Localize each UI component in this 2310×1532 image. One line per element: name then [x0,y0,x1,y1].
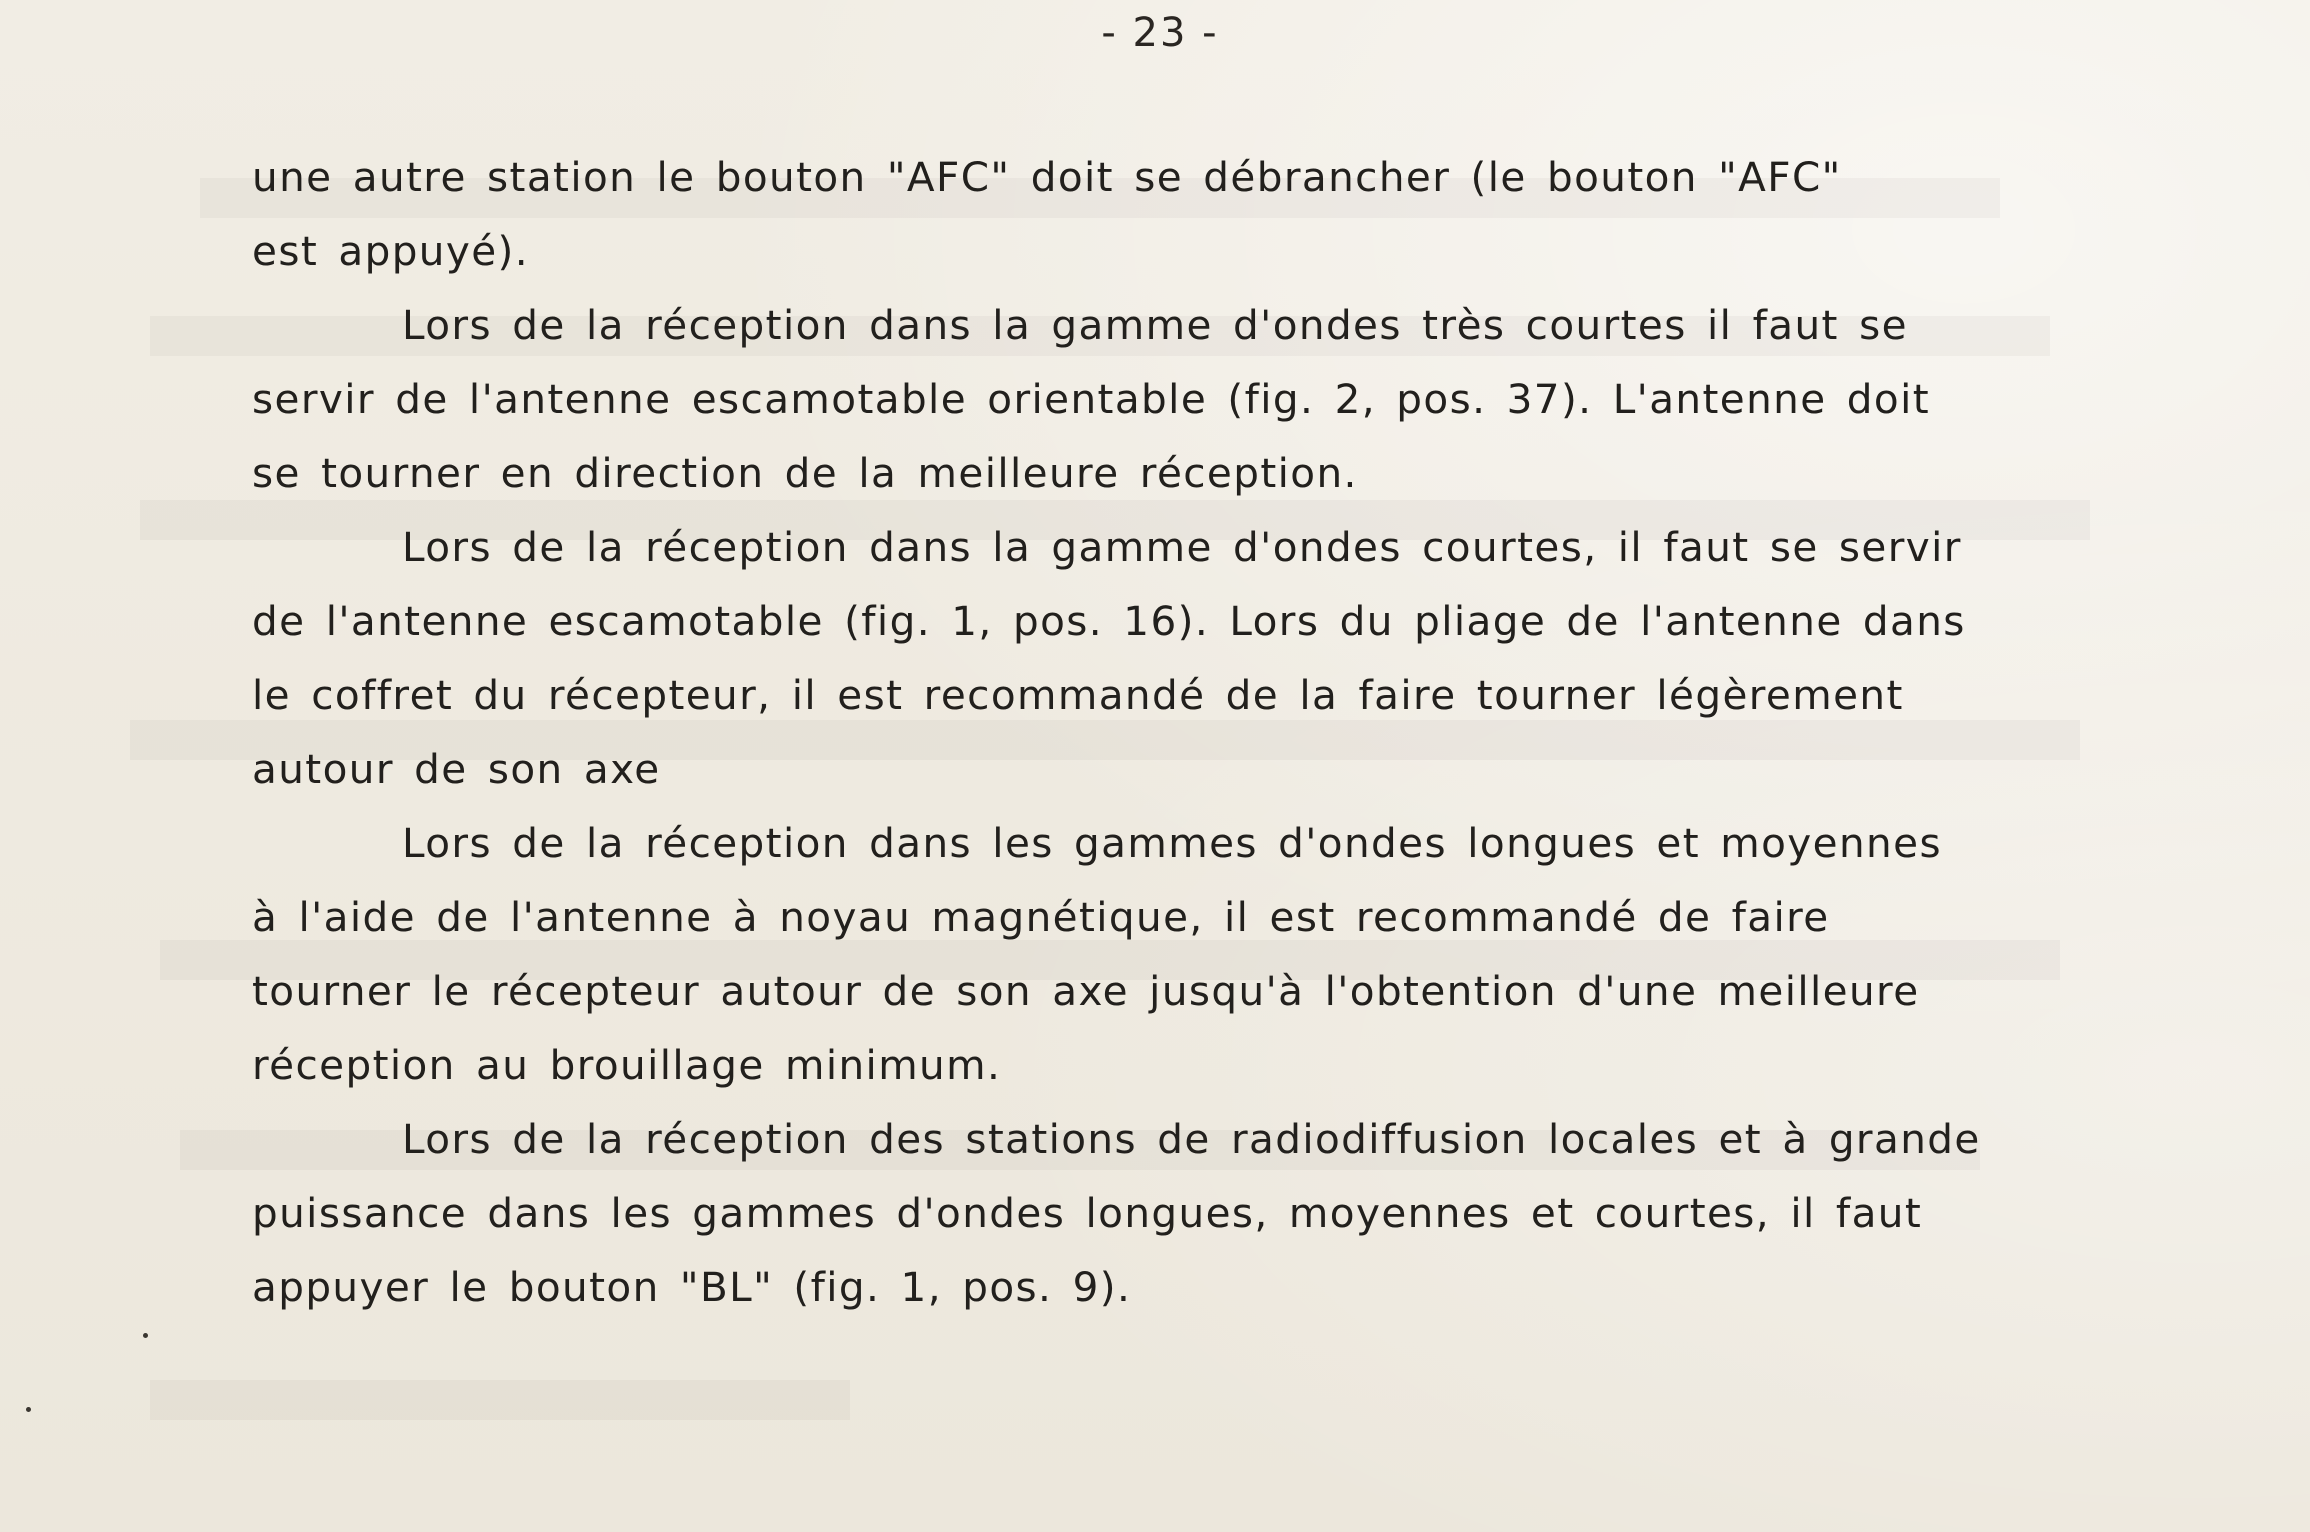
text-line: servir de l'antenne escamotable orientable (fig. 2, pos. 37). L'antenne doit [252,375,1931,423]
text-line: à l'aide de l'antenne à noyau magnétique, il est recommandé de faire [252,893,1830,941]
text-line: appuyer le bouton "BL" (fig. 1, pos. 9). [252,1263,1132,1311]
paragraph-start-line: Lors de la réception des stations de radiodiffusion locales et à grande [402,1115,1981,1163]
text-line: le coffret du récepteur, il est recommandé de la faire tourner légèrement [252,671,1904,719]
text-line: se tourner en direction de la meilleure réception. [252,449,1358,497]
paragraph-start-line: Lors de la réception dans la gamme d'ondes courtes, il faut se servir [402,523,1962,571]
ink-speck [143,1333,148,1338]
page-number: - 23 - [1101,10,1219,56]
paragraph-start-line: Lors de la réception dans les gammes d'ondes longues et moyennes [402,819,1942,867]
text-line: est appuyé). [252,227,530,275]
text-line: réception au brouillage minimum. [252,1041,1002,1089]
body-text [252,140,2252,1324]
text-line: de l'antenne escamotable (fig. 1, pos. 16). Lors du pliage de l'antenne dans [252,597,1966,645]
text-line: tourner le récepteur autour de son axe jusqu'à l'obtention d'une meilleure [252,967,1920,1015]
text-line: autour de son axe [252,745,661,793]
text-line: une autre station le bouton "AFC" doit se débrancher (le bouton "AFC" [252,153,1842,201]
ink-speck [26,1407,31,1412]
paragraph-start-line: Lors de la réception dans la gamme d'ondes très courtes il faut se [402,301,1908,349]
text-line: puissance dans les gammes d'ondes longues, moyennes et courtes, il faut [252,1189,1923,1237]
